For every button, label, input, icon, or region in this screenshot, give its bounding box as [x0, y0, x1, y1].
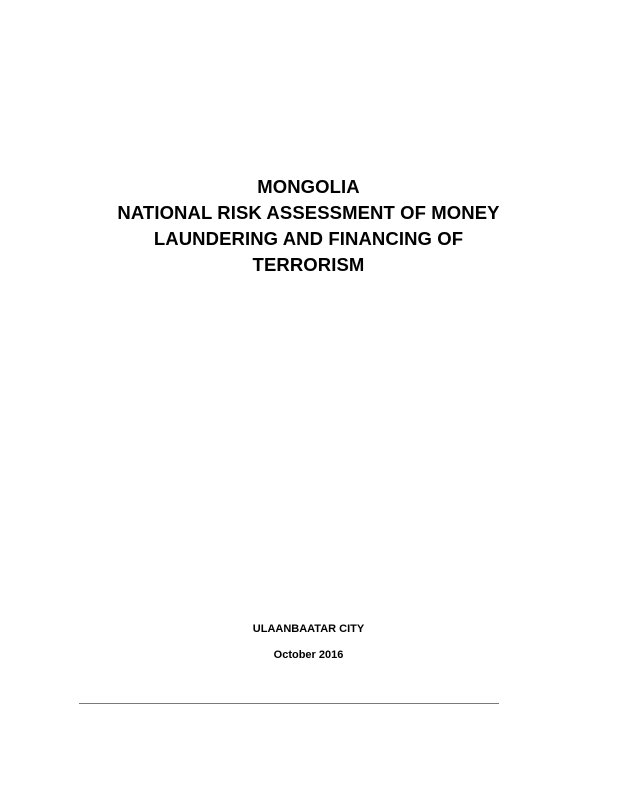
title-line-4: TERRORISM	[252, 254, 365, 275]
title-line-3: LAUNDERING AND FINANCING OF	[153, 228, 464, 249]
document-title	[0, 174, 617, 278]
title-line-2: NATIONAL RISK ASSESSMENT OF MONEY	[117, 202, 500, 223]
date-label: October 2016	[273, 649, 344, 661]
title-line-country: MONGOLIA	[257, 176, 360, 197]
footer-divider	[79, 703, 499, 704]
place-label: ULAANBAATAR CITY	[252, 623, 365, 635]
